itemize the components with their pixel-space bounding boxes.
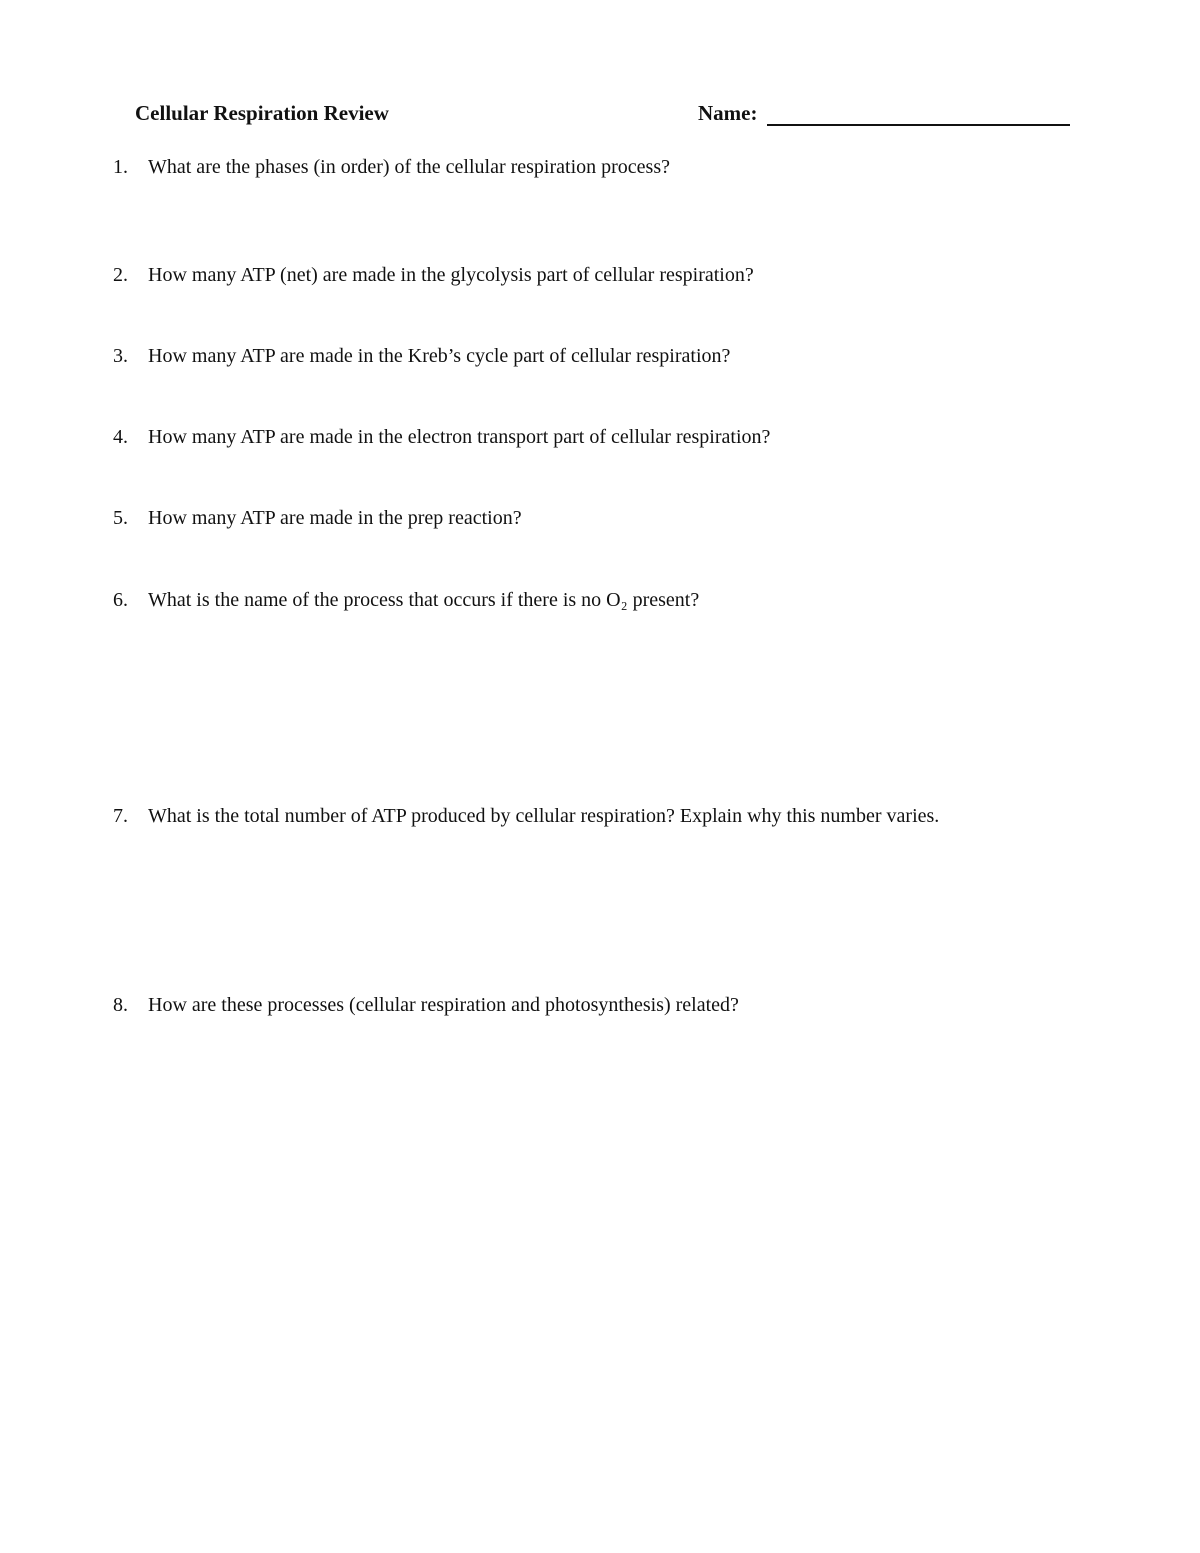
question-text: How many ATP are made in the electron transport part of cellular respiration? [148, 426, 771, 448]
question-text: What is the name of the process that occurs if there is no O₂ present? [148, 589, 700, 611]
question-number: 3. [113, 345, 128, 367]
worksheet-title: Cellular Respiration Review [135, 101, 389, 125]
question-text: What is the total number of ATP produced by cellular respiration? Explain why this number varies. [148, 805, 940, 827]
question-text: How many ATP (net) are made in the glycolysis part of cellular respiration? [148, 264, 754, 286]
question-number: 6. [113, 589, 128, 611]
name-label: Name: [698, 101, 758, 125]
question-text: What are the phases (in order) of the cellular respiration process? [148, 156, 670, 178]
question-number: 8. [113, 994, 128, 1016]
question-text: How are these processes (cellular respiration and photosynthesis) related? [148, 994, 739, 1016]
question-text: How many ATP are made in the Kreb’s cycle part of cellular respiration? [148, 345, 731, 367]
question-number: 1. [113, 156, 128, 178]
question-number: 2. [113, 264, 128, 286]
question-number: 4. [113, 426, 128, 448]
question-number: 5. [113, 507, 128, 529]
question-text: How many ATP are made in the prep reaction? [148, 507, 522, 529]
name-field [698, 101, 1070, 129]
name-blank-line [767, 124, 1070, 126]
question-number: 7. [113, 805, 128, 827]
